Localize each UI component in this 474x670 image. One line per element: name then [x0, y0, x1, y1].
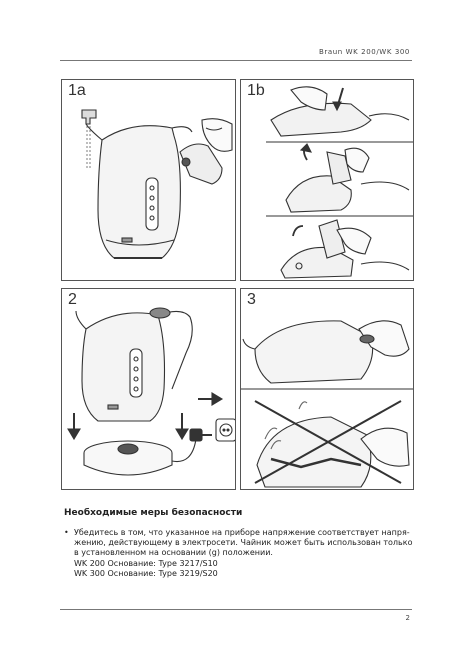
bullet-mark: • — [64, 528, 69, 537]
illustration-panel-3 — [240, 288, 414, 490]
illustration-panel-2 — [61, 288, 236, 490]
safety-bullet-item — [64, 528, 424, 579]
panel-label-2: 2 — [68, 291, 77, 308]
safety-line-5: WK 300 Основание: Type 3219/S20 — [74, 568, 218, 578]
safety-line-4: WK 200 Основание: Type 3217/S10 — [74, 558, 218, 568]
switch-and-warning-drawings — [241, 289, 413, 489]
footer-rule — [60, 609, 412, 610]
safety-line-2: жению, действующему в электросети. Чайник может быть использован только — [74, 538, 413, 548]
illustration-panel-1a — [61, 79, 236, 281]
kettle-filling-drawing — [62, 80, 235, 280]
panel-label-3: 3 — [247, 291, 256, 308]
kettle-on-base-drawing — [62, 289, 235, 489]
lid-opening-drawings — [241, 80, 413, 280]
page-number: 2 — [405, 614, 410, 622]
safety-line-3: в установленном на основании (g) положении. — [74, 548, 273, 558]
panel-label-1a: 1a — [68, 82, 86, 99]
header-rule — [60, 60, 412, 61]
panel-label-1b: 1b — [247, 82, 265, 99]
safety-bullet-text — [74, 528, 424, 579]
illustration-panel-1b — [240, 79, 414, 281]
header-model-text: Braun WK 200/WK 300 — [318, 48, 410, 56]
safety-line-1: Убедитесь в том, что указанное на приборе напряжение соответствует напря- — [74, 528, 410, 537]
safety-section-title: Необходимые меры безопасности — [64, 508, 243, 518]
